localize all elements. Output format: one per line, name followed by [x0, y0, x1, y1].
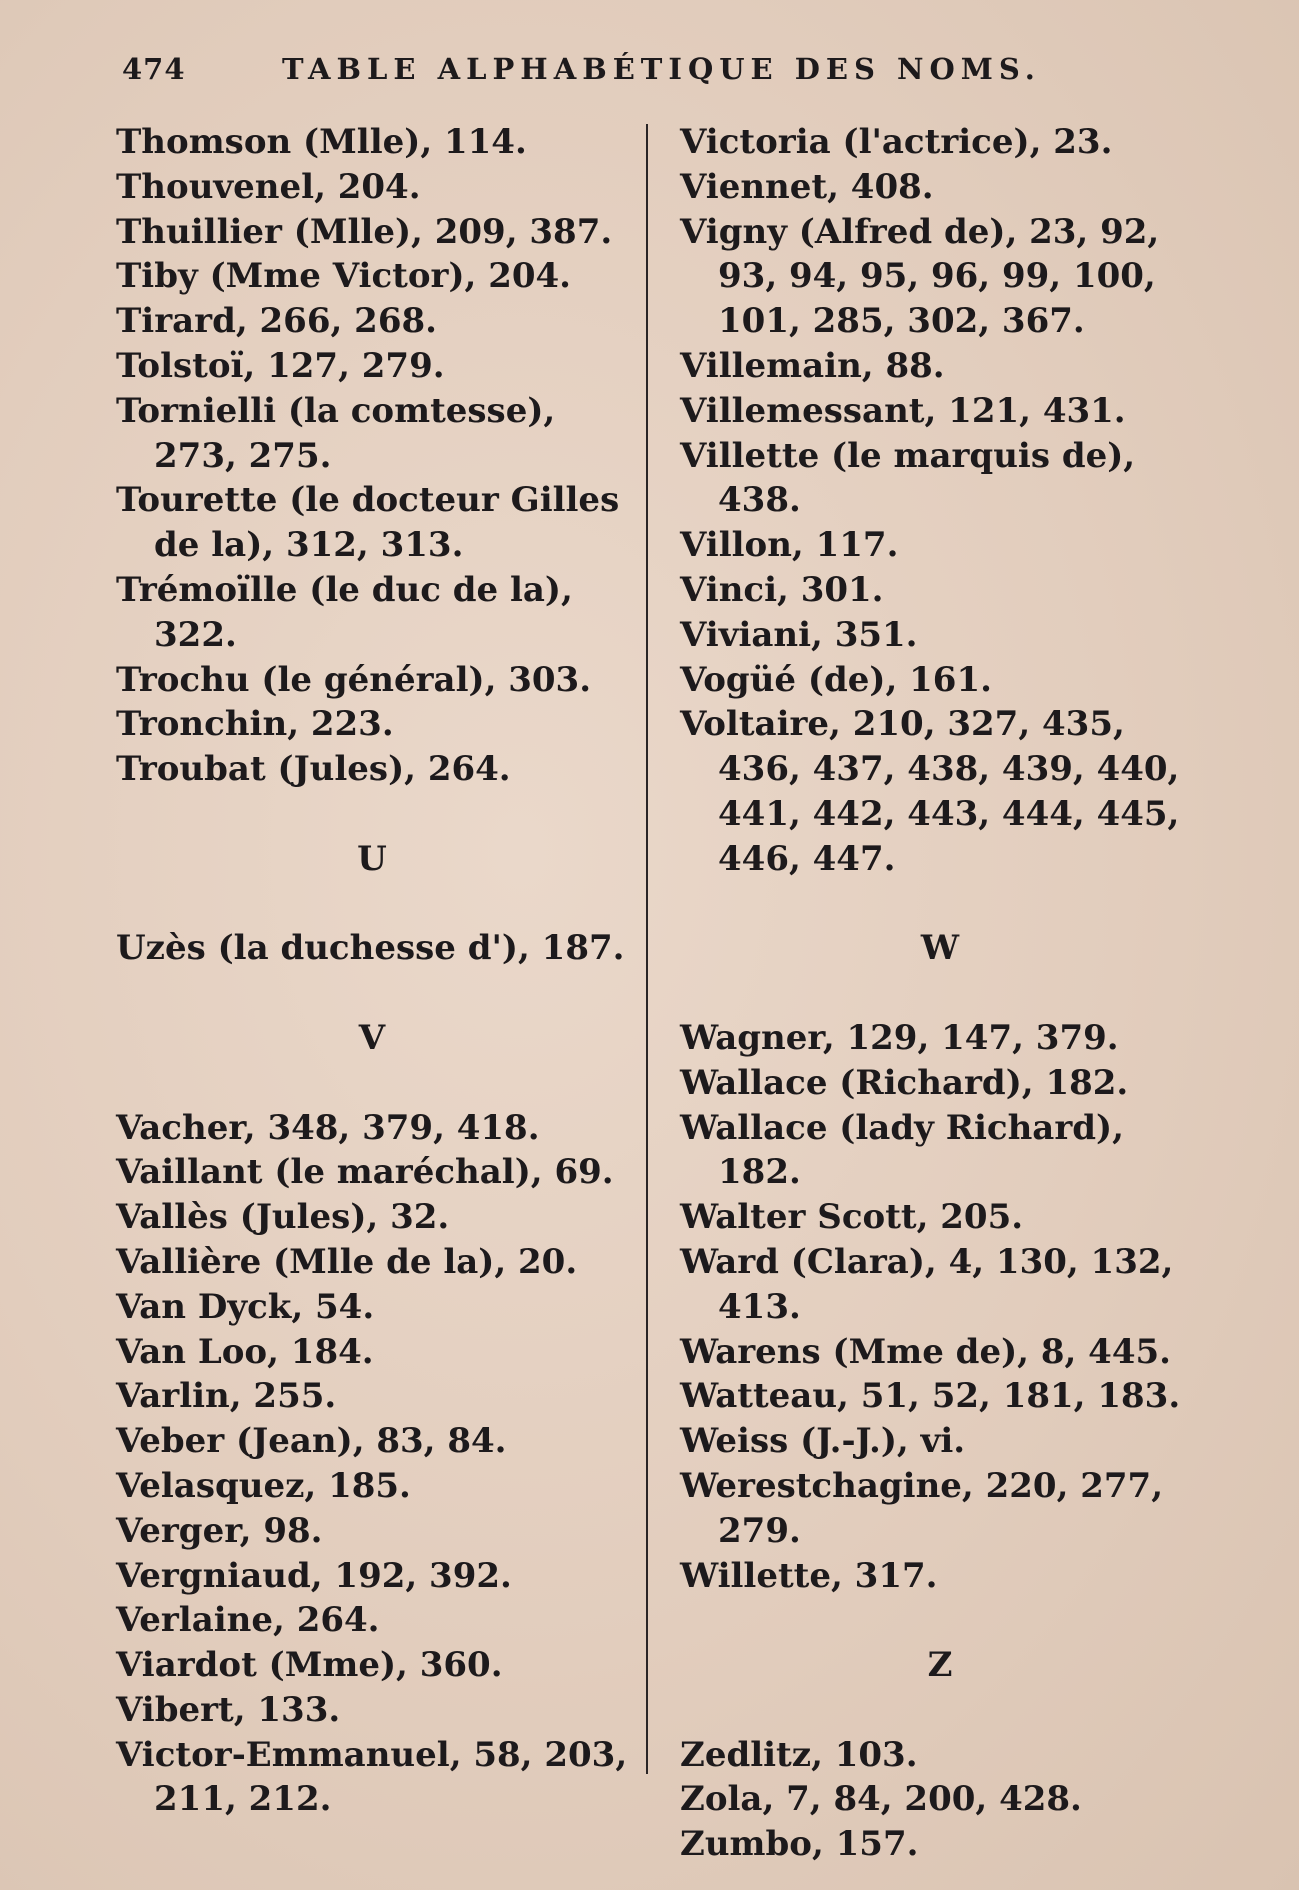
index-entry: Trochu (le général), 303. [116, 659, 592, 700]
entries-t [116, 120, 628, 792]
running-header [122, 52, 1222, 92]
left-column [116, 120, 628, 1822]
right-column [680, 120, 1200, 1867]
index-entry: Voltaire, 210, 327, 435, 436, 437, 438, 439, 440, 441, 442, 443, 444, 445, 446, 447. [680, 704, 1180, 879]
index-entry: Vigny (Alfred de), 23, 92, 93, 94, 95, 96, 99, 100, 101, 285, 302, 367. [680, 211, 1160, 342]
index-entry: Veber (Jean), 83, 84. [116, 1421, 507, 1462]
column-divider [646, 124, 648, 1774]
section-gap [116, 882, 628, 927]
index-entry: Vogüé (de), 161. [680, 659, 992, 700]
index-entry: Van Loo, 184. [116, 1331, 374, 1372]
index-entry: Vacher, 348, 379, 418. [116, 1107, 540, 1148]
section-gap [116, 971, 628, 1016]
entries-w [680, 1016, 1200, 1598]
index-entry: Vaillant (le maréchal), 69. [116, 1152, 614, 1193]
index-entry: Werestchagine, 220, 277, 279. [680, 1465, 1164, 1551]
index-entry: Villette (le marquis de), 438. [680, 435, 1136, 521]
index-entry: Villemessant, 121, 431. [680, 390, 1126, 431]
index-entry: Villemain, 88. [680, 345, 945, 386]
index-entry: Troubat (Jules), 264. [116, 749, 511, 790]
page-number: 474 [122, 52, 186, 86]
index-entry: Wallace (Richard), 182. [680, 1062, 1129, 1103]
index-entry: Viviani, 351. [680, 614, 918, 655]
section-letter-w: W [920, 928, 960, 969]
section-gap [116, 1061, 628, 1106]
index-entry: Warens (Mme de), 8, 445. [680, 1331, 1171, 1372]
index-entry: Vallès (Jules), 32. [116, 1197, 450, 1238]
section-gap [680, 1688, 1200, 1733]
index-entry: Vibert, 133. [116, 1689, 341, 1730]
index-entry: Weiss (J.-J.), vi. [680, 1421, 966, 1462]
index-entry: Victor-Emmanuel, 58, 203, 211, 212. [116, 1734, 628, 1820]
entries-v-cont [680, 120, 1200, 882]
section-letter-z: Z [927, 1645, 953, 1686]
index-entry: Victoria (l'actrice), 23. [680, 122, 1113, 162]
index-entry: Verger, 98. [116, 1510, 323, 1551]
index-entry: Trémoïlle (le duc de la), 322. [116, 569, 573, 655]
index-entry: Uzès (la duchesse d'), 187. [116, 928, 625, 969]
index-entry: Watteau, 51, 52, 181, 183. [680, 1376, 1181, 1417]
index-entry: Velasquez, 185. [116, 1465, 411, 1506]
index-entry: Vinci, 301. [680, 569, 884, 610]
index-entry: Vallière (Mlle de la), 20. [116, 1241, 578, 1282]
entries-z [680, 1733, 1200, 1867]
index-entry: Tolstoï, 127, 279. [116, 345, 445, 386]
index-entry: Ward (Clara), 4, 130, 132, 413. [680, 1241, 1174, 1327]
section-gap [680, 882, 1200, 927]
section-gap [680, 971, 1200, 1016]
index-entry: Zumbo, 157. [680, 1824, 919, 1865]
index-entry: Vergniaud, 192, 392. [116, 1555, 512, 1596]
section-gap [680, 1598, 1200, 1643]
index-entry: Tirard, 266, 268. [116, 301, 437, 342]
index-entry: Viennet, 408. [680, 166, 934, 207]
section-gap [116, 792, 628, 837]
index-entry: Walter Scott, 205. [680, 1197, 1024, 1238]
section-letter-u: U [357, 838, 387, 879]
index-entry: Tornielli (la comtesse), 273, 275. [116, 390, 556, 476]
index-entry: Wallace (lady Richard), 182. [680, 1107, 1124, 1193]
index-entry: Verlaine, 264. [116, 1600, 380, 1641]
running-title: TABLE ALPHABÉTIQUE DES NOMS. [282, 52, 1041, 86]
index-entry: Tiby (Mme Victor), 204. [116, 256, 572, 297]
index-entry: Thuillier (Mlle), 209, 387. [116, 211, 613, 252]
index-entry: Varlin, 255. [116, 1376, 337, 1417]
index-entry: Wagner, 129, 147, 379. [680, 1017, 1119, 1058]
index-entry: Viardot (Mme), 360. [116, 1645, 503, 1686]
index-entry: Thomson (Mlle), 114. [116, 122, 527, 162]
index-entry: Tronchin, 223. [116, 704, 394, 745]
index-entry: Zedlitz, 103. [680, 1734, 918, 1775]
index-entry: Zola, 7, 84, 200, 428. [680, 1779, 1082, 1820]
index-entry: Thouvenel, 204. [116, 166, 421, 207]
index-entry: Van Dyck, 54. [116, 1286, 375, 1327]
index-entry: Tourette (le docteur Gilles de la), 312, 313. [116, 480, 620, 566]
index-entry: Villon, 117. [680, 525, 899, 566]
index-entry: Willette, 317. [680, 1555, 938, 1596]
entries-v [116, 1106, 628, 1823]
section-letter-v: V [358, 1017, 386, 1058]
